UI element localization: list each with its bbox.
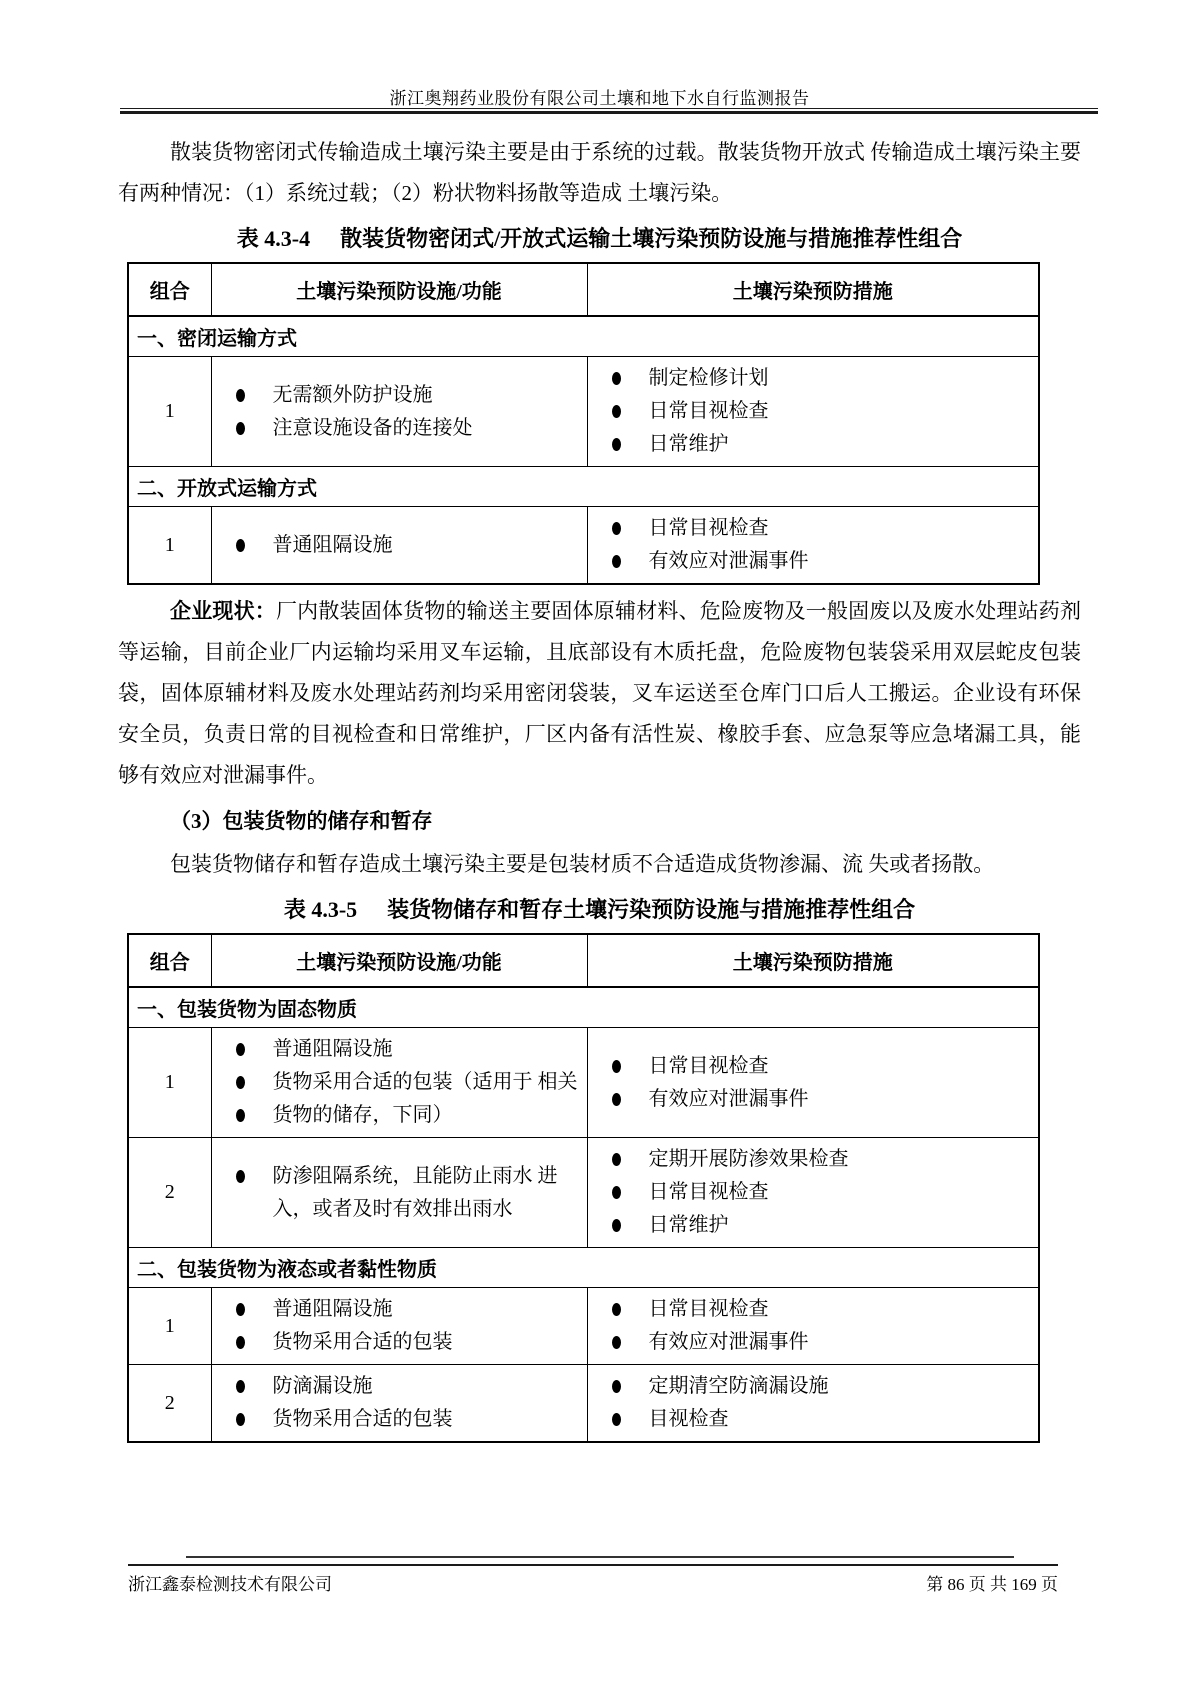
measure-item	[594, 1176, 1033, 1209]
facility-item	[218, 529, 581, 562]
table-header-cell: 组合	[128, 934, 211, 987]
status-paragraph-text: 厂内散装固体货物的输送主要固体原辅材料、危险废物及一般固废以及废水处理站药剂等运输，目前企业厂内运输均采用叉车运输，且底部设有木质托盘，危险废物包装袋采用双层蛇皮包装袋，固体原辅材料及废水处理站药剂均采用密闭袋装，叉车运送至仓库门口后人工搬运。企业设有环保安全员，负责日常的目视检查和日常维护，厂区内备有活性炭、橡胶手套、应急泵等应急堵漏工具，能够有效应对泄漏事件。	[118, 599, 1081, 787]
bullet-icon	[236, 539, 245, 552]
measure-item	[594, 1143, 1033, 1176]
bullet-icon	[612, 1303, 621, 1316]
measure-text: 日常维护	[648, 1214, 729, 1236]
facility-item	[218, 379, 581, 412]
facility-text: 无需额外防护设施	[272, 383, 433, 406]
measure-text: 目视检查	[648, 1408, 729, 1430]
header-divider-thick-line	[120, 111, 1098, 114]
measure-text: 日常目视检查	[648, 1298, 769, 1320]
measures-cell	[587, 1138, 1039, 1248]
table2-container	[118, 933, 1081, 1443]
table-section-title: 二、开放式运输方式	[128, 467, 1039, 507]
bullet-icon	[236, 1170, 245, 1183]
table1-caption-label: 表 4.3-4	[236, 226, 311, 251]
facility-text: 货物采用合适的包装（适用于 相关	[272, 1071, 578, 1093]
bullet-icon	[612, 1153, 621, 1166]
table-section-title: 一、包装货物为固态物质	[128, 987, 1039, 1028]
table-section-title: 二、包装货物为液态或者黏性物质	[128, 1248, 1039, 1288]
measure-text: 日常目视检查	[648, 1181, 769, 1203]
bullet-icon	[236, 1380, 245, 1393]
measure-text: 日常目视检查	[648, 400, 769, 422]
facilities-cell	[211, 1365, 587, 1443]
bullet-icon	[612, 555, 621, 568]
bullet-icon	[236, 1413, 245, 1426]
facilities-cell	[211, 1028, 587, 1138]
table1-caption-text: 散装货物密闭式/开放式运输土壤污染预防设施与措施推荐性组合	[340, 226, 963, 251]
table-header-row	[128, 934, 1039, 987]
prevention-table	[127, 262, 1040, 585]
measure-text: 日常目视检查	[648, 1054, 769, 1077]
header-divider	[120, 108, 1098, 114]
page-content	[118, 132, 1081, 1449]
table-section-row	[128, 987, 1039, 1028]
table-section-row	[128, 1248, 1039, 1288]
table-header-cell: 土壤污染预防措施	[587, 934, 1039, 987]
table2-caption	[118, 895, 1081, 925]
table-row	[128, 1288, 1039, 1365]
facility-text: 货物采用合适的包装	[272, 1331, 453, 1353]
bullet-icon	[236, 1303, 245, 1316]
facility-item	[218, 1326, 581, 1359]
bullet-icon	[612, 1060, 621, 1073]
measure-text: 有效应对泄漏事件	[648, 1331, 809, 1353]
measure-text: 定期开展防渗效果检查	[648, 1148, 849, 1170]
measure-text: 日常目视检查	[648, 517, 769, 539]
facilities-cell	[211, 507, 587, 585]
measure-item	[594, 1403, 1033, 1436]
prevention-table	[127, 933, 1040, 1443]
table-header-cell: 土壤污染预防设施/功能	[211, 263, 587, 316]
measure-text: 有效应对泄漏事件	[648, 1087, 809, 1110]
bullet-icon	[612, 405, 621, 418]
facility-text: 注意设施设备的连接处	[272, 416, 473, 439]
facility-item	[218, 1066, 581, 1099]
facility-item	[218, 1403, 581, 1436]
measure-text: 制定检修计划	[648, 367, 769, 389]
measure-item	[594, 512, 1033, 545]
bullet-icon	[236, 1109, 245, 1122]
bullet-icon	[236, 422, 245, 435]
footer-divider-long	[128, 1564, 1058, 1566]
table2-caption-text: 装货物储存和暂存土壤污染预防设施与措施推荐性组合	[387, 897, 916, 922]
facility-text: 普通阻隔设施	[272, 1298, 393, 1320]
table2-caption-label: 表 4.3-5	[283, 897, 358, 922]
measures-cell	[587, 1028, 1039, 1138]
bullet-icon	[236, 389, 245, 402]
measure-text: 有效应对泄漏事件	[648, 550, 809, 572]
table-row	[128, 1028, 1039, 1138]
table-header-cell: 土壤污染预防设施/功能	[211, 934, 587, 987]
measure-text: 日常维护	[648, 433, 729, 455]
status-paragraph-lead: 企业现状：	[170, 599, 276, 623]
table-row	[128, 1365, 1039, 1443]
facility-item	[218, 412, 581, 445]
facility-text: 防渗阻隔系统，且能防止雨水 进入，或者及时有效排出雨水	[272, 1164, 558, 1220]
facility-text: 防滴漏设施	[272, 1375, 373, 1397]
subheading-packaged-goods: （3）包装货物的储存和暂存	[170, 809, 433, 833]
table-section-row	[128, 467, 1039, 507]
combo-number-cell: 2	[128, 1365, 211, 1443]
measure-item	[594, 1326, 1033, 1359]
footer-divider-short	[186, 1556, 1014, 1558]
table-header-cell: 组合	[128, 263, 211, 316]
measure-item	[594, 428, 1033, 461]
facility-item	[218, 1033, 581, 1066]
footer-text-row	[128, 1572, 1058, 1598]
combo-number-cell: 1	[128, 357, 211, 467]
bullet-icon	[612, 1380, 621, 1393]
bullet-icon	[612, 372, 621, 385]
measure-item	[594, 1209, 1033, 1242]
facilities-cell	[211, 1138, 587, 1248]
table-section-title: 一、密闭运输方式	[128, 316, 1039, 357]
footer-page-number: 第 86 页 共 169 页	[926, 1575, 1058, 1594]
measure-item	[594, 1370, 1033, 1403]
measure-item	[594, 545, 1033, 578]
measures-cell	[587, 357, 1039, 467]
header-divider-thin-line	[120, 108, 1098, 109]
bullet-icon	[612, 1093, 621, 1106]
combo-number-cell: 2	[128, 1138, 211, 1248]
footer-company-name: 浙江鑫泰检测技术有限公司	[128, 1575, 332, 1594]
measure-item	[594, 1083, 1033, 1116]
measures-cell	[587, 507, 1039, 585]
measure-item	[594, 1293, 1033, 1326]
facility-item	[218, 1160, 581, 1226]
combo-number-cell: 1	[128, 1028, 211, 1138]
measure-item	[594, 395, 1033, 428]
facilities-cell	[211, 357, 587, 467]
facility-text: 货物的储存，下同）	[272, 1104, 453, 1126]
bullet-icon	[236, 1043, 245, 1056]
bullet-icon	[612, 1186, 621, 1199]
facility-text: 货物采用合适的包装	[272, 1408, 453, 1430]
measures-cell	[587, 1288, 1039, 1365]
page-header-title: 浙江奥翔药业股份有限公司土壤和地下水自行监测报告	[389, 89, 810, 108]
bullet-icon	[236, 1336, 245, 1349]
facility-text: 普通阻隔设施	[272, 533, 393, 556]
table-row	[128, 507, 1039, 585]
measure-text: 定期清空防滴漏设施	[648, 1375, 829, 1397]
bullet-icon	[612, 438, 621, 451]
status-paragraph	[118, 591, 1081, 796]
table-section-row	[128, 316, 1039, 357]
facility-item	[218, 1099, 581, 1132]
measure-item	[594, 362, 1033, 395]
bullet-icon	[612, 1336, 621, 1349]
facilities-cell	[211, 1288, 587, 1365]
bullet-icon	[612, 1413, 621, 1426]
intro-paragraph: 散装货物密闭式传输造成土壤污染主要是由于系统的过载。散装货物开放式 传输造成土壤污染主要有两种情况：（1）系统过载；（2）粉状物料扬散等造成 土壤污染。	[118, 140, 1081, 205]
combo-number-cell: 1	[128, 507, 211, 585]
combo-number-cell: 1	[128, 1288, 211, 1365]
table1-caption	[118, 224, 1081, 254]
table-header-cell: 土壤污染预防措施	[587, 263, 1039, 316]
measure-item	[594, 1050, 1033, 1083]
bullet-icon	[612, 522, 621, 535]
measures-cell	[587, 1365, 1039, 1443]
table-row	[128, 1138, 1039, 1248]
facility-text: 普通阻隔设施	[272, 1038, 393, 1060]
table-row	[128, 357, 1039, 467]
table-header-row	[128, 263, 1039, 316]
facility-item	[218, 1293, 581, 1326]
bullet-icon	[236, 1076, 245, 1089]
facility-item	[218, 1370, 581, 1403]
storage-paragraph: 包装货物储存和暂存造成土壤污染主要是包装材质不合适造成货物渗漏、流 失或者扬散。	[170, 852, 995, 876]
bullet-icon	[612, 1219, 621, 1232]
table1-container	[118, 262, 1081, 585]
